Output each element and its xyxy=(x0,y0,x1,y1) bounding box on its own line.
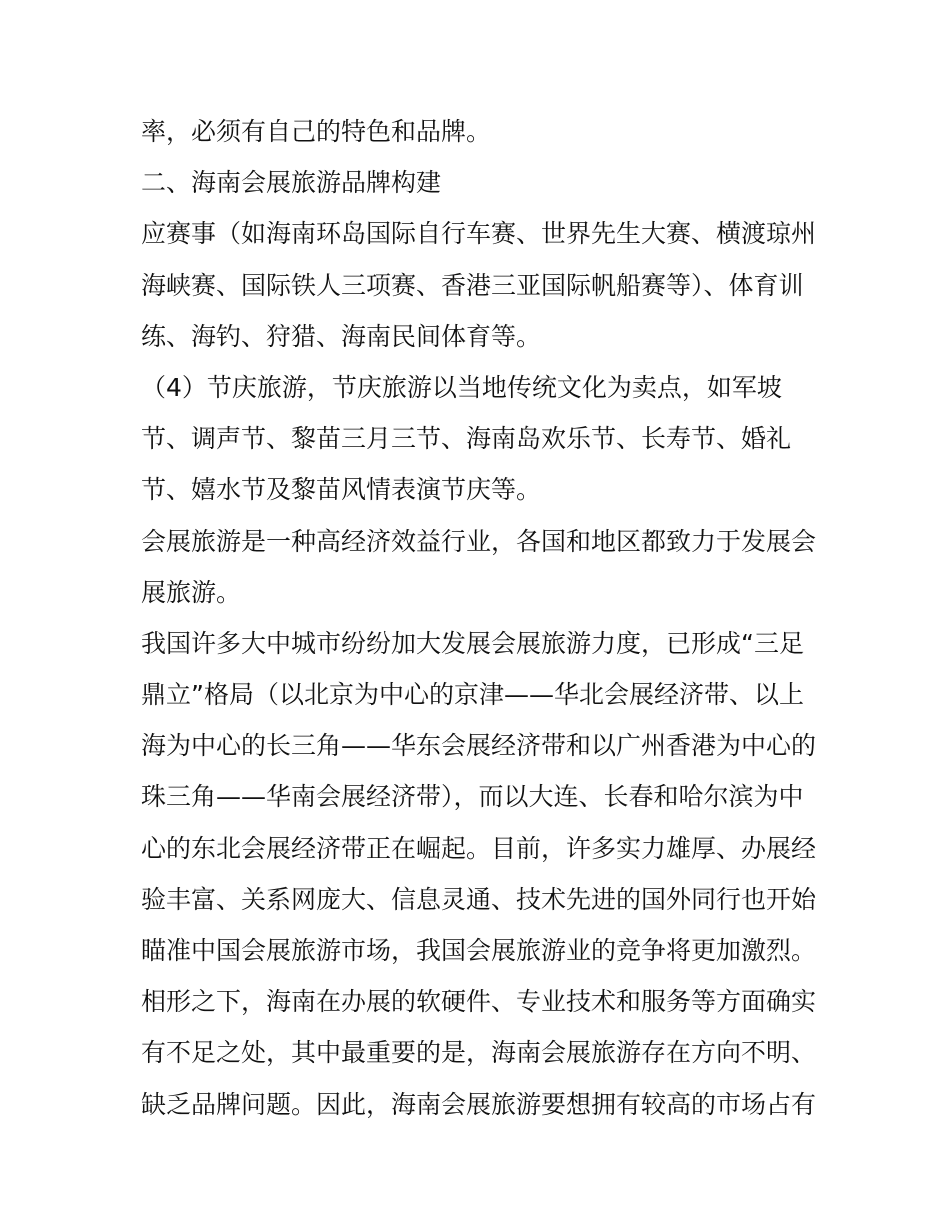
text-line: 有不足之处，其中最重要的是，海南会展旅游存在方向不明、 xyxy=(141,1038,817,1068)
text-line: 鼎立”格局（以北京为中心的京津——华北会展经济带、以上 xyxy=(141,680,804,710)
text-line: 率，必须有自己的特色和品牌。 xyxy=(141,117,492,146)
text-line: 会展旅游是一种高经济效益行业，各国和地区都致力于发展会 xyxy=(141,526,817,556)
text-line: 缺乏品牌问题。因此，海南会展旅游要想拥有较高的市场占有 xyxy=(141,1089,817,1119)
text-line: 练、海钓、狩猎、海南民间体育等。 xyxy=(141,321,542,351)
text-line: 海为中心的长三角——华东会展经济带和以广州香港为中心的 xyxy=(141,731,817,761)
text-line: 我国许多大中城市纷纷加大发展会展旅游力度，已形成“三足 xyxy=(141,628,804,658)
text-line: 验丰富、关系网庞大、信息灵通、技术先进的国外同行也开始 xyxy=(141,884,817,914)
text-line: 应赛事（如海南环岛国际自行车赛、世界先生大赛、横渡琼州 xyxy=(141,219,817,249)
text-line: 展旅游。 xyxy=(141,577,242,607)
text-line: 节、调声节、黎苗三月三节、海南岛欢乐节、长寿节、婚礼 xyxy=(141,424,792,454)
document-body xyxy=(141,106,821,1130)
text-line: 相形之下，海南在办展的软硬件、专业技术和服务等方面确实 xyxy=(141,987,817,1017)
text-line: 珠三角——华南会展经济带），而以大连、长春和哈尔滨为中 xyxy=(141,782,804,812)
section-heading: 二、海南会展旅游品牌构建 xyxy=(141,168,442,198)
text-line: 海峡赛、国际铁人三项赛、香港三亚国际帆船赛等）、体育训 xyxy=(141,270,804,300)
text-line: 瞄准中国会展旅游市场，我国会展旅游业的竞争将更加激烈。 xyxy=(141,936,817,965)
text-line: 节、嬉水节及黎苗风情表演节庆等。 xyxy=(141,475,542,505)
text-line: （4）节庆旅游，节庆旅游以当地传统文化为卖点，如军坡 xyxy=(141,372,782,402)
text-line: 心的东北会展经济带正在崛起。目前，许多实力雄厚、办展经 xyxy=(141,833,817,863)
